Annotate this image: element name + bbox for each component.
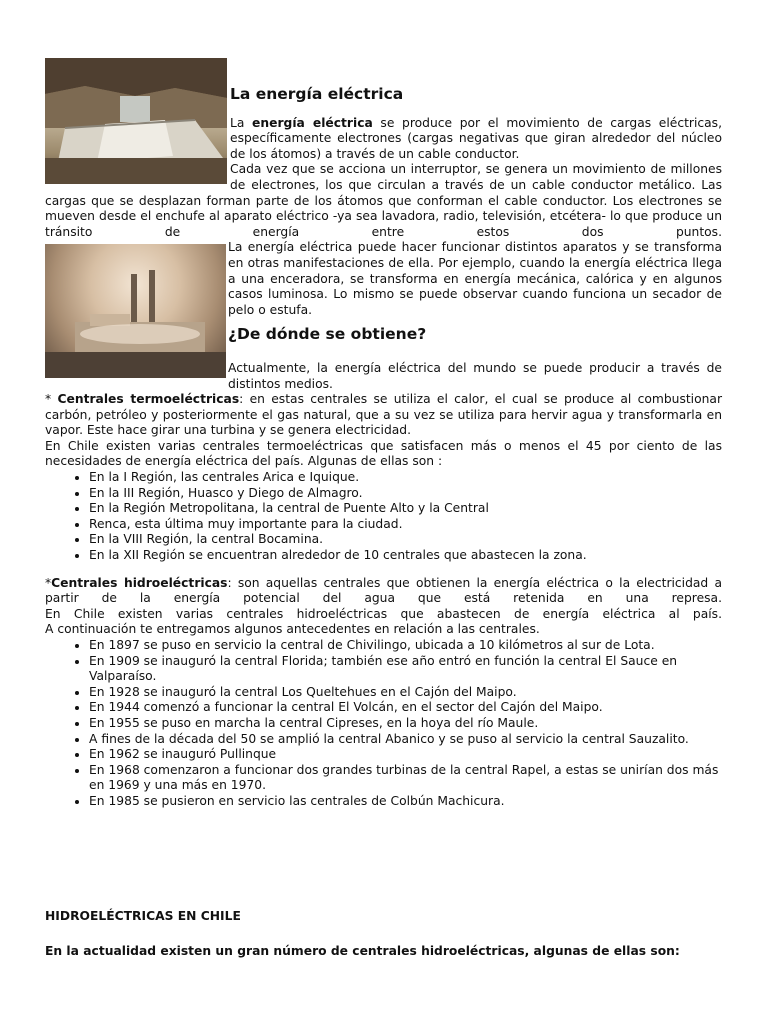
dam-photo bbox=[45, 58, 227, 184]
hydro-chile-intro: En la actualidad existen un gran número de centrales hidroeléctricas, algunas de ellas son: bbox=[45, 944, 680, 958]
list-item: • En la VIII Región, la central Bocamina. bbox=[89, 532, 722, 548]
hydro-label: Centrales hidroeléctricas bbox=[51, 575, 228, 590]
hydro-paragraph-3: A continuación te entregamos algunos antecedentes en relación a las centrales. bbox=[45, 622, 540, 637]
thermo-star: * bbox=[45, 392, 58, 407]
intro-paragraph-2: Cada vez que se acciona un interruptor, se genera un movimiento de millones de electrones, los que circulan a través de un cable conductor metálico. Las cargas que se desplazan forman parte de los átomos que conforman el cable conductor. Los electrones se mueven desde el enchufe al aparato eléctrico -ya sea lavadora, radio, televisión, etcétera- lo que produce un tránsito de energía entre estos dos puntos. bbox=[45, 162, 722, 239]
list-item: • En 1955 se puso en marcha la central Cipreses, en la hoya del río Maule. bbox=[89, 716, 722, 732]
power-plant-photo bbox=[45, 244, 226, 378]
section-heading-hydro-chile: HIDROELÉCTRICAS EN CHILE bbox=[45, 909, 241, 923]
thermo-label: Centrales termoeléctricas bbox=[57, 392, 240, 407]
list-item: • En la XII Región se encuentran alrededor de 10 centrales que abastecen la zona. bbox=[89, 548, 722, 564]
list-item: • Renca, esta última muy importante para la ciudad. bbox=[89, 517, 722, 533]
hydro-list bbox=[45, 638, 722, 810]
list-item: • En la I Región, las centrales Arica e Iquique. bbox=[89, 470, 722, 486]
page-title: La energía eléctrica bbox=[230, 85, 404, 103]
intro-p1-rest: se produce por el movimiento de cargas eléctricas, específicamente electrones (cargas negativas que giran alrededor del núcleo de los átomos) a través de un cable conductor. bbox=[230, 115, 722, 161]
list-item: • En 1928 se inauguró la central Los Queltehues en el Cajón del Maipo. bbox=[89, 685, 722, 701]
list-item: • En 1985 se pusieron en servicio las centrales de Colbún Machicura. bbox=[89, 794, 722, 810]
list-item: • En 1968 comenzaron a funcionar dos grandes turbinas de la central Rapel, a estas se unirían dos más en 1969 y una más en 1970. bbox=[89, 763, 722, 794]
section-heading-origin: ¿De dónde se obtiene? bbox=[228, 325, 427, 344]
intro-p1-pre: La bbox=[230, 115, 253, 130]
list-item: • En la III Región, Huasco y Diego de Almagro. bbox=[89, 486, 722, 502]
document-body bbox=[45, 56, 722, 810]
origin-paragraph: Actualmente, la energía eléctrica del mundo se puede producir a través de distintos medios. bbox=[228, 360, 722, 391]
list-item: • En la Región Metropolitana, la central de Puente Alto y la Central bbox=[89, 501, 722, 517]
hydro-paragraph-2: En Chile existen varias centrales hidroeléctricas que abastecen de energía eléctrica al país. bbox=[45, 606, 722, 621]
hydro-text: : son aquellas centrales que obtienen la energía eléctrica o la electricidad a partir de la energía potencial del agua que está retenida en una represa. bbox=[45, 575, 722, 606]
list-item: • En 1962 se inauguró Pullinque bbox=[89, 747, 722, 763]
thermo-paragraph bbox=[45, 392, 722, 439]
hydro-paragraph bbox=[45, 576, 722, 607]
hydro-star: * bbox=[45, 575, 52, 590]
thermo-list bbox=[45, 470, 722, 564]
thermo-paragraph-2: En Chile existen varias centrales termoeléctricas que satisfacen más o menos el 45 por ciento de las necesidades de energía eléctrica del país. Algunas de ellas son : bbox=[45, 438, 722, 469]
thermo-text: : en estas centrales se utiliza el calor, el cual se produce al combustionar carbón, petróleo y posteriormente el gas natural, que a su vez se utiliza para hervir agua y transformarla en vapor. Este hace girar una turbina y se genera electricidad. bbox=[45, 392, 723, 438]
list-item: • En 1944 comenzó a funcionar la central El Volcán, en el sector del Cajón del Maipo. bbox=[89, 700, 722, 716]
intro-paragraph-3: La energía eléctrica puede hacer funcionar distintos aparatos y se transforma en otras manifestaciones de ella. Por ejemplo, cuando la energía eléctrica llega a una enceradora, se transforma en energía mecánica, calórica y en algunos casos luminosa. Lo mismo se puede observar cuando funciona un secador de pelo o estufa. bbox=[228, 240, 722, 317]
list-item: • A fines de la década del 50 se amplió la central Abanico y se puso al servicio la central Sauzalito. bbox=[89, 732, 722, 748]
list-item: • En 1909 se inauguró la central Florida; también ese año entró en función la central El Sauce en Valparaíso. bbox=[89, 654, 722, 685]
intro-p1-bold: energía eléctrica bbox=[252, 115, 373, 130]
dam-illustration bbox=[45, 58, 227, 184]
power-plant-illustration bbox=[45, 244, 226, 378]
list-item: • En 1897 se puso en servicio la central de Chivilingo, ubicada a 10 kilómetros al sur de Lota. bbox=[89, 638, 722, 654]
spacer bbox=[45, 564, 722, 576]
